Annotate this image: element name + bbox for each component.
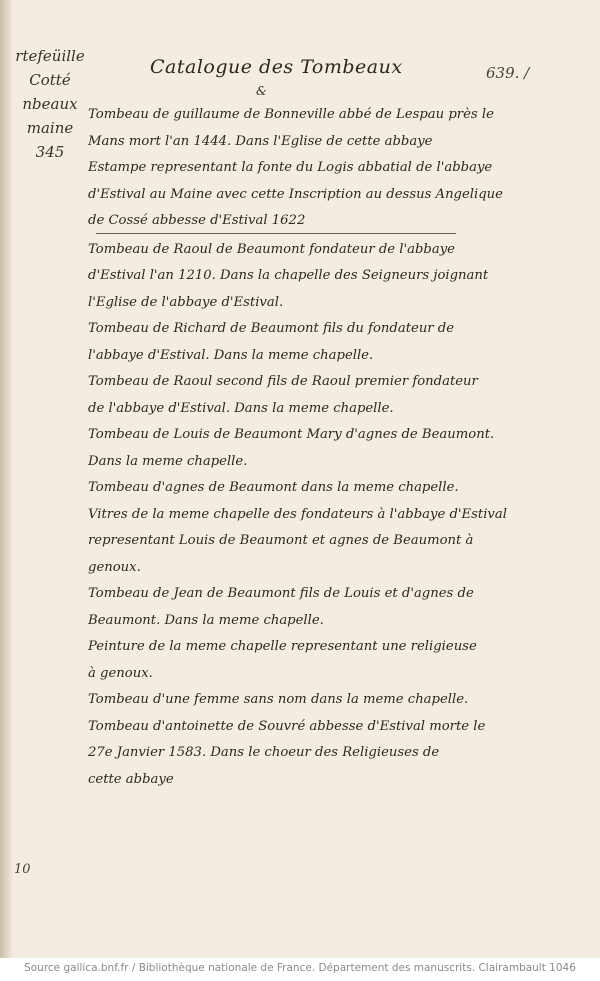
margin-note-line: nbeaux bbox=[22, 95, 78, 113]
entry-line: Mans mort l'an 1444. Dans l'Eglise de cette abbaye bbox=[88, 133, 433, 149]
catalogue-entries bbox=[88, 102, 507, 793]
entry-line: Dans la meme chapelle. bbox=[88, 453, 248, 469]
entry-line: Tombeau d'agnes de Beaumont dans la meme chapelle. bbox=[88, 480, 459, 495]
entry-line: Estampe representant la fonte du Logis abbatial de l'abbaye bbox=[88, 160, 493, 175]
entry-line: à genoux. bbox=[88, 665, 153, 681]
entry-line: Vitres de la meme chapelle des fondateurs à l'abbaye d'Estival bbox=[88, 506, 507, 522]
margin-note bbox=[0, 44, 100, 164]
entry-line: Beaumont. Dans la meme chapelle. bbox=[88, 612, 324, 628]
folio-number: 639. / bbox=[486, 64, 530, 82]
entry-line: genoux. bbox=[88, 559, 141, 575]
entry-line: Tombeau de Jean de Beaumont fils de Louis et d'agnes de bbox=[88, 586, 474, 601]
page-title: Catalogue des Tombeaux bbox=[150, 56, 403, 78]
entry-line: 27e Janvier 1583. Dans le choeur des Religieuses de bbox=[88, 745, 440, 760]
entry-line: Tombeau de Raoul second fils de Raoul premier fondateur bbox=[88, 374, 478, 389]
margin-note-line: rtefeüille bbox=[15, 47, 85, 65]
entry-line: cette abbaye bbox=[88, 771, 174, 787]
entry-line: l'Eglise de l'abbaye d'Estival. bbox=[88, 294, 284, 310]
entry-line: Peinture de la meme chapelle representant une religieuse bbox=[88, 639, 477, 654]
entry-line: de Cossé abbesse d'Estival 1622 bbox=[88, 213, 306, 228]
margin-note-line: Cotté bbox=[29, 71, 71, 89]
page-bottom-mark: 10 bbox=[14, 862, 31, 877]
source-credit: Source gallica.bnf.fr / Bibliothèque nationale de France. Département des manuscrits. Clairambault 1046 bbox=[24, 962, 576, 974]
margin-note-line: 345 bbox=[35, 143, 65, 161]
title-ampersand: & bbox=[256, 84, 267, 98]
entry-line: d'Estival l'an 1210. Dans la chapelle des Seigneurs joignant bbox=[88, 268, 489, 283]
entry-line: l'abbaye d'Estival. Dans la meme chapelle. bbox=[88, 347, 374, 363]
entry-line: Tombeau de Louis de Beaumont Mary d'agnes de Beaumont. bbox=[88, 427, 495, 442]
entry-line: Tombeau de Raoul de Beaumont fondateur de l'abbaye bbox=[88, 241, 455, 257]
entry-line: representant Louis de Beaumont et agnes de Beaumont à bbox=[88, 533, 474, 548]
entry-line: d'Estival au Maine avec cette Inscription au dessus Angelique bbox=[88, 186, 503, 202]
entry-line: Tombeau de guillaume de Bonneville abbé de Lespau près le bbox=[88, 107, 494, 122]
entry-line: Tombeau d'une femme sans nom dans la meme chapelle. bbox=[88, 692, 469, 707]
entry-line: Tombeau de Richard de Beaumont fils du fondateur de bbox=[88, 321, 455, 336]
entry-line: Tombeau d'antoinette de Souvré abbesse d'Estival morte le bbox=[88, 718, 486, 734]
entry-line: de l'abbaye d'Estival. Dans la meme chapelle. bbox=[88, 400, 394, 416]
margin-note-line: maine bbox=[26, 119, 74, 137]
